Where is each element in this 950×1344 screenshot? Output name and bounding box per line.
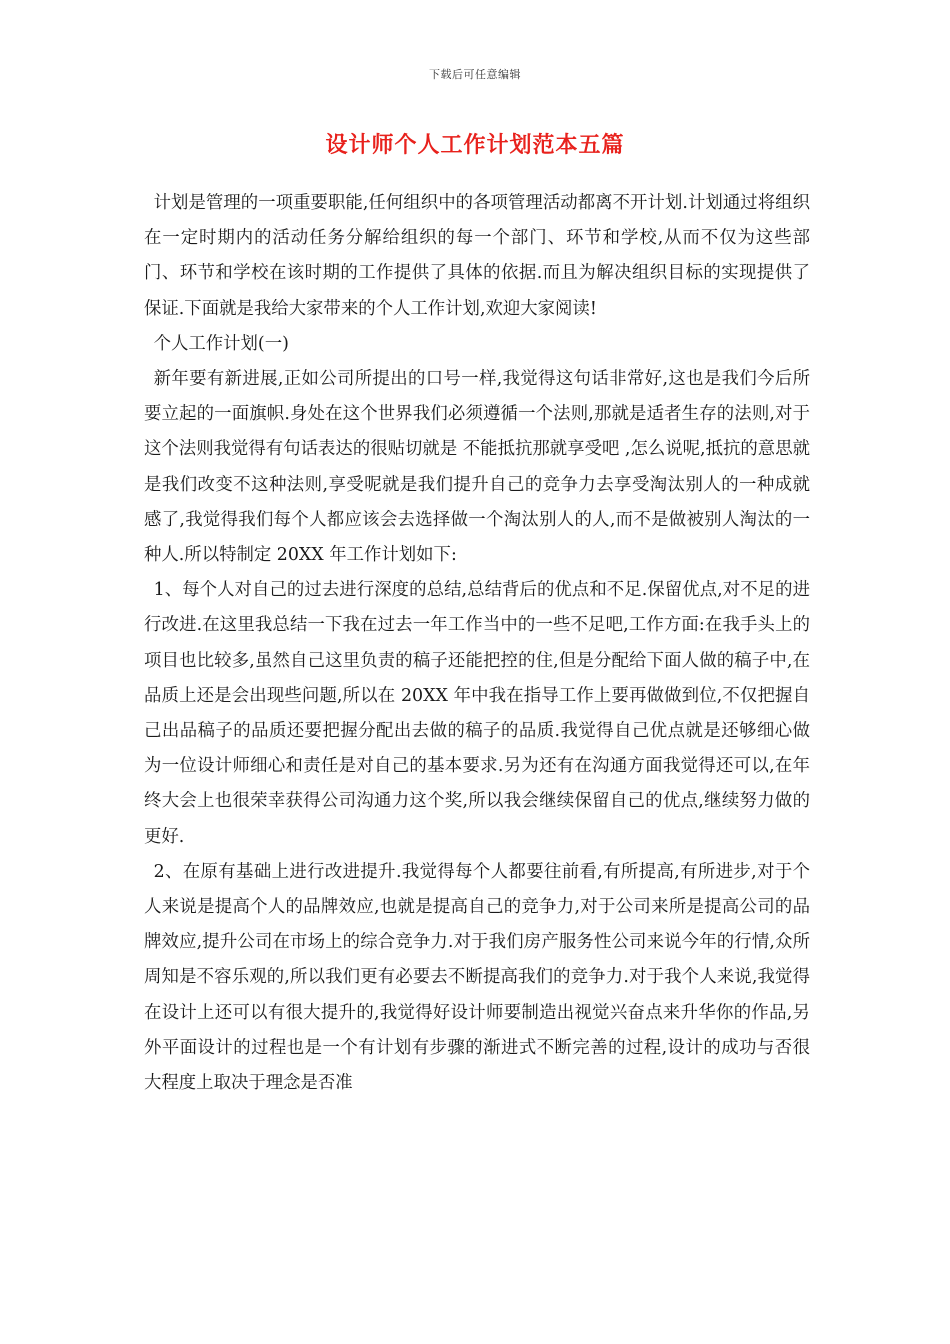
- document-title: 设计师个人工作计划范本五篇: [325, 132, 625, 158]
- header-note: 下载后可任意编辑: [429, 68, 521, 81]
- document-body: [144, 186, 810, 1101]
- body-paragraph: 新年要有新进展,正如公司所提出的口号一样,我觉得这句话非常好,这也是我们今后所要立起的一面旗帜.身处在这个世界我们必须遵循一个法则,那就是适者生存的法则,对于这个法则我觉得有句话表达的很贴切就是 不能抵抗那就享受吧 ,怎么说呢,抵抗的意思就是我们改变不这种法则,享受呢就是我们提升自己的竞争力去享受淘汰别人的一种成就感了,我觉得我们每个人都应该会去选择做一个淘汰别人的人,而不是做被别人淘汰的一种人.所以特制定 20XX 年工作计划如下:: [144, 369, 810, 566]
- list-item-paragraph: 1、每个人对自己的过去进行深度的总结,总结背后的优点和不足.保留优点,对不足的进行改进.在这里我总结一下我在过去一年工作当中的一些不足吧,工作方面:在我手头上的项目也比较多,虽然自己这里负责的稿子还能把控的住,但是分配给下面人做的稿子中,在品质上还是会出现些问题,所以在 20XX 年中我在指导工作上要再做做到位,不仅把握自己出品稿子的品质还要把握分配出去做的稿子的品质.我觉得自己优点就是还够细心做为一位设计师细心和责任是对自己的基本要求.另为还有在沟通方面我觉得还可以,在年终大会上也很荣幸获得公司沟通力这个奖,所以我会继续保留自己的优点,继续努力做的更好.: [144, 580, 810, 847]
- section-heading: 个人工作计划(一): [153, 333, 289, 354]
- intro-paragraph: 计划是管理的一项重要职能,任何组织中的各项管理活动都离不开计划.计划通过将组织在一定时期内的活动任务分解给组织的每一个部门、环节和学校,从而不仅为这些部门、环节和学校在该时期的工作提供了具体的依据.而且为解决组织目标的实现提供了保证.下面就是我给大家带来的个人工作计划,欢迎大家阅读!: [144, 193, 810, 319]
- list-item-paragraph: 2、在原有基础上进行改进提升.我觉得每个人都要往前看,有所提高,有所进步,对于个人来说是提高个人的品牌效应,也就是提高自己的竞争力,对于公司来所是提高公司的品牌效应,提升公司在市场上的综合竞争力.对于我们房产服务性公司来说今年的行情,众所周知是不容乐观的,所以我们更有必要去不断提高我们的竞争力.对于我个人来说,我觉得在设计上还可以有很大提升的,我觉得好设计师要制造出视觉兴奋点来升华你的作品,另外平面设计的过程也是一个有计划有步骤的渐进式不断完善的过程,设计的成功与否很大程度上取决于理念是否准: [144, 861, 810, 1094]
